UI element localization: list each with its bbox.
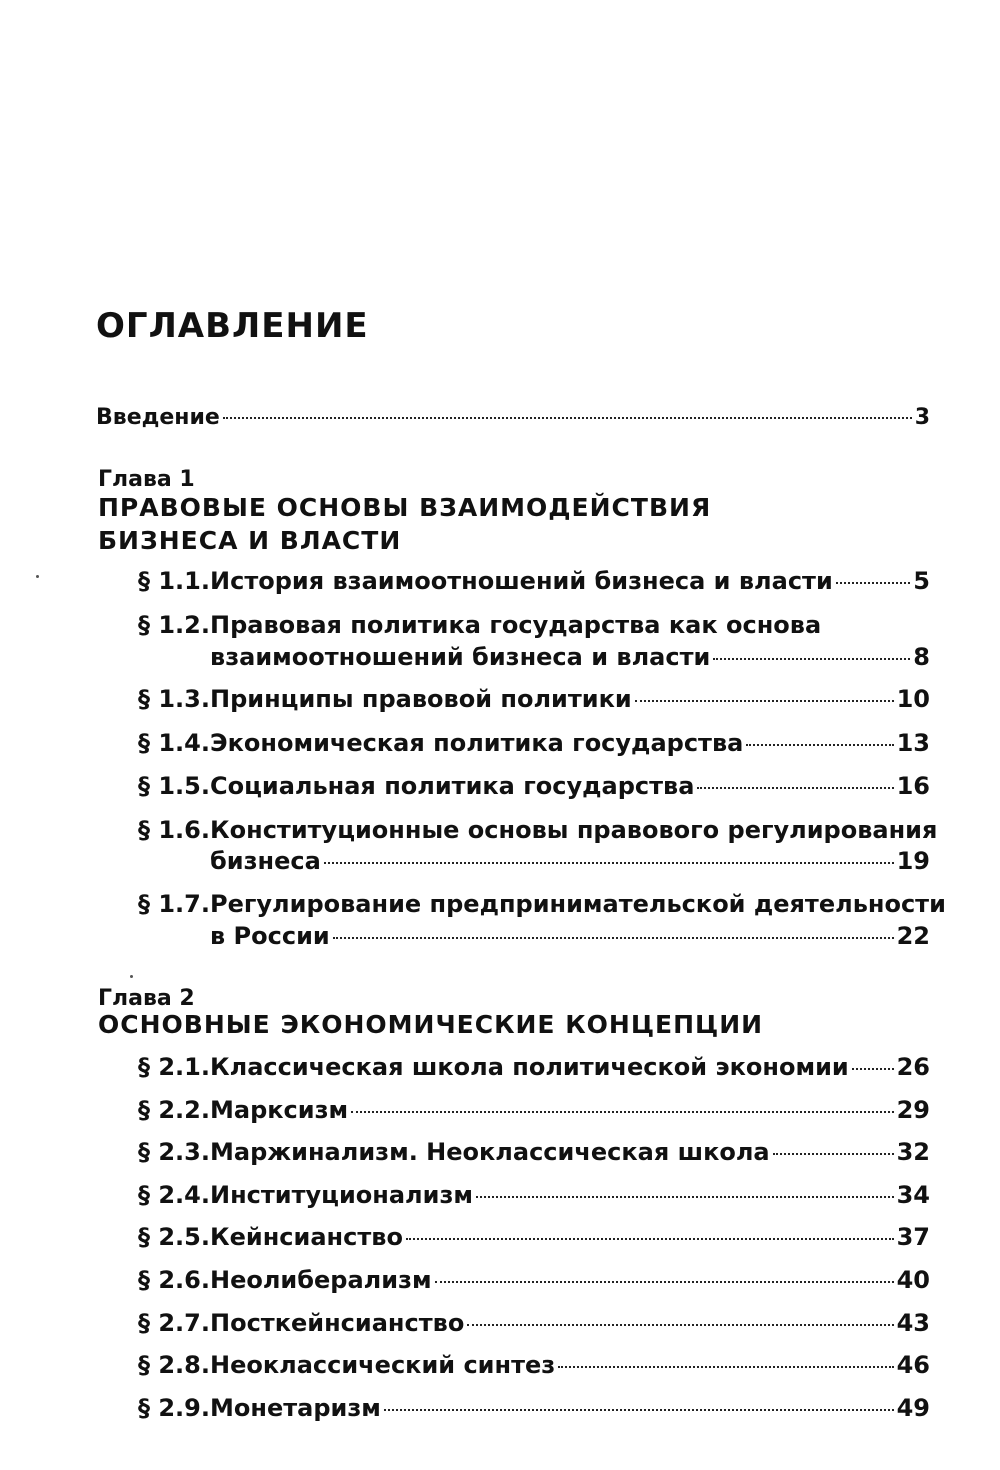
section-number: § 2.8.	[138, 1351, 210, 1379]
section-title: Монетаризм	[210, 1394, 381, 1422]
leader-dots	[836, 582, 911, 584]
toc-entry[interactable]	[138, 728, 930, 758]
page-number: 13	[896, 729, 930, 757]
scan-speck	[36, 575, 39, 578]
section-title: Правовая политика государства как основа	[210, 611, 822, 639]
section-title-cont: в России	[210, 922, 330, 950]
chapter-title-line: ОСНОВНЫЕ ЭКОНОМИЧЕСКИЕ КОНЦЕПЦИИ	[98, 1010, 764, 1039]
section-title: Институционализм	[210, 1181, 474, 1209]
leader-dots	[713, 658, 910, 660]
section-title: Неолиберализм	[210, 1266, 432, 1294]
page-number: 10	[896, 685, 930, 713]
section-title-cont: взаимоотношений бизнеса и власти	[210, 643, 711, 671]
toc-entry[interactable]	[138, 1308, 930, 1338]
section-number: § 1.4.	[138, 729, 210, 757]
toc-entry-intro[interactable]	[96, 403, 930, 433]
toc-entry-first-line[interactable]	[138, 815, 937, 845]
section-number: § 1.2.	[138, 611, 210, 639]
leader-dots	[773, 1153, 894, 1155]
page-number: 5	[913, 567, 930, 595]
leader-dots	[697, 787, 893, 789]
page-number: 43	[896, 1309, 930, 1337]
toc-entry[interactable]	[138, 1350, 930, 1380]
toc-entry[interactable]	[138, 1265, 930, 1295]
section-number: § 2.6.	[138, 1266, 210, 1294]
page-number: 8	[913, 643, 930, 671]
page-number: 19	[896, 847, 930, 875]
leader-dots	[384, 1409, 894, 1411]
section-title-cont: бизнеса	[210, 847, 321, 875]
section-number: § 2.5.	[138, 1223, 210, 1251]
section-number: § 1.7.	[138, 890, 210, 918]
page-title: ОГЛАВЛЕНИЕ	[96, 306, 369, 346]
toc-entry[interactable]	[138, 1052, 930, 1082]
page-number: 29	[896, 1096, 930, 1124]
leader-dots	[351, 1111, 893, 1113]
section-title: Посткейнсианство	[210, 1309, 465, 1337]
leader-dots	[558, 1366, 893, 1368]
chapter-title-line: БИЗНЕСА И ВЛАСТИ	[98, 526, 402, 555]
leader-dots	[746, 744, 893, 746]
chapter-label: Глава 2	[98, 986, 195, 1011]
section-title: Марксизм	[210, 1096, 349, 1124]
toc-entry[interactable]	[210, 846, 930, 876]
toc-entry-first-line[interactable]	[138, 610, 821, 640]
section-title: Кейнсианство	[210, 1223, 403, 1251]
leader-dots	[476, 1196, 894, 1198]
page-number: 26	[896, 1053, 930, 1081]
page-number: 34	[896, 1181, 930, 1209]
leader-dots	[223, 417, 912, 419]
toc-entry[interactable]	[138, 1137, 930, 1167]
leader-dots	[406, 1238, 894, 1240]
section-title: Регулирование предпринимательской деятельности	[210, 890, 946, 918]
page-number: 40	[896, 1266, 930, 1294]
section-number: § 1.6.	[138, 816, 210, 844]
leader-dots	[333, 937, 894, 939]
section-title: Маржинализм. Неоклассическая школа	[210, 1138, 770, 1166]
section-title: Социальная политика государства	[210, 772, 695, 800]
page-number: 49	[896, 1394, 930, 1422]
section-number: § 2.3.	[138, 1138, 210, 1166]
toc-entry[interactable]	[138, 1180, 930, 1210]
section-number: § 1.5.	[138, 772, 210, 800]
section-number: § 2.7.	[138, 1309, 210, 1337]
leader-dots	[467, 1324, 893, 1326]
toc-entry[interactable]	[210, 642, 930, 672]
section-number: § 1.1.	[138, 567, 210, 595]
leader-dots	[435, 1281, 894, 1283]
section-number: § 1.3.	[138, 685, 210, 713]
leader-dots	[635, 700, 894, 702]
leader-dots	[324, 862, 894, 864]
toc-entry[interactable]	[138, 684, 930, 714]
section-title: Классическая школа политической экономии	[210, 1053, 849, 1081]
section-title: Экономическая политика государства	[210, 729, 744, 757]
scan-speck	[130, 975, 133, 978]
page-number: 46	[896, 1351, 930, 1379]
entry-label: Введение	[96, 405, 220, 430]
page-number: 3	[914, 405, 930, 430]
section-number: § 2.2.	[138, 1096, 210, 1124]
section-title: Неоклассический синтез	[210, 1351, 556, 1379]
page-number: 16	[896, 772, 930, 800]
section-number: § 2.1.	[138, 1053, 210, 1081]
section-number: § 2.4.	[138, 1181, 210, 1209]
toc-entry[interactable]	[210, 921, 930, 951]
toc-entry[interactable]	[138, 771, 930, 801]
toc-entry-first-line[interactable]	[138, 889, 946, 919]
toc-entry[interactable]	[138, 1393, 930, 1423]
section-title: Конституционные основы правового регулирования	[210, 816, 938, 844]
page-number: 37	[896, 1223, 930, 1251]
section-number: § 2.9.	[138, 1394, 210, 1422]
toc-entry[interactable]	[138, 566, 930, 596]
chapter-label: Глава 1	[98, 467, 195, 492]
chapter-title-line: ПРАВОВЫЕ ОСНОВЫ ВЗАИМОДЕЙСТВИЯ	[98, 493, 712, 522]
section-title: История взаимоотношений бизнеса и власти	[210, 567, 833, 595]
toc-entry[interactable]	[138, 1095, 930, 1125]
page-number: 22	[896, 922, 930, 950]
toc-entry[interactable]	[138, 1222, 930, 1252]
page-number: 32	[896, 1138, 930, 1166]
section-title: Принципы правовой политики	[210, 685, 632, 713]
leader-dots	[852, 1068, 894, 1070]
